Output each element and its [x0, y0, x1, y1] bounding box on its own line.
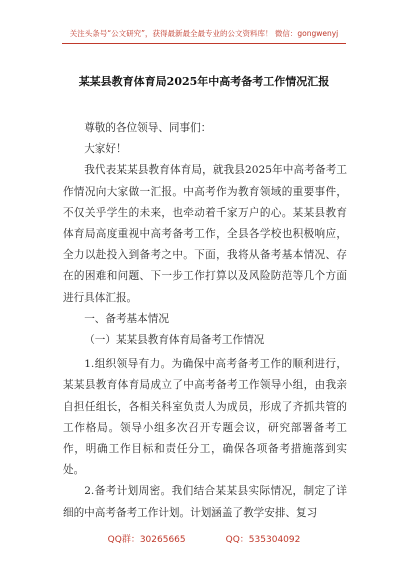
subsection-heading: （一）某某县教育体育局备考工作情况 [84, 334, 265, 347]
footer-qq-group: QQ群：30265665 [107, 535, 186, 545]
document-body [63, 118, 347, 524]
header-divider [62, 43, 346, 44]
footer-contact [0, 532, 408, 545]
salutation: 尊敬的各位领导、同事们： [84, 122, 212, 134]
intro-paragraph: 我代表某某县教育体育局，就我县2025年中高考备考工作情况向大家做一汇报。中高考作为教育领域的重要事件，不仅关乎学生的未来，也牵动着千家万户的心。某某县教育体育局高度重视中高考备考工作，全县各学校也积极响应，全力以赴投入到备考之中。下面，我将从备考基本情况、存在的困难和问题、下一步工作打算以及风险防范等几个方面进行具体汇报。 [63, 164, 347, 304]
document-title: 某某县教育体育局2025年中高考备考工作情况汇报 [78, 75, 330, 88]
header-banner: 关注头条号“公文研究”，获得最新最全最专业的公文资料库！ 微信：gongwenyj [69, 29, 339, 38]
list-item-paragraph: 1.组织领导有力。为确保中高考备考工作的顺利进行，某某县教育体育局成立了中高考备考工作领导小组，由我亲自担任组长，各相关科室负责人为成员，形成了齐抓共管的工作格局。领导小组多次召开专题会议，研究部署备考工作，明确工作目标和责任分工，确保各项备考措施落到实处。 [63, 358, 347, 477]
greeting: 大家好！ [84, 143, 127, 156]
footer-qq-number: QQ：535304092 [225, 535, 301, 545]
section-heading: 一、备考基本情况 [84, 312, 169, 325]
list-item-paragraph: 2.备考计划周密。我们结合某某县实际情况，制定了详细的中高考备考工作计划。计划涵盖了教学安排、复习 [63, 485, 347, 519]
